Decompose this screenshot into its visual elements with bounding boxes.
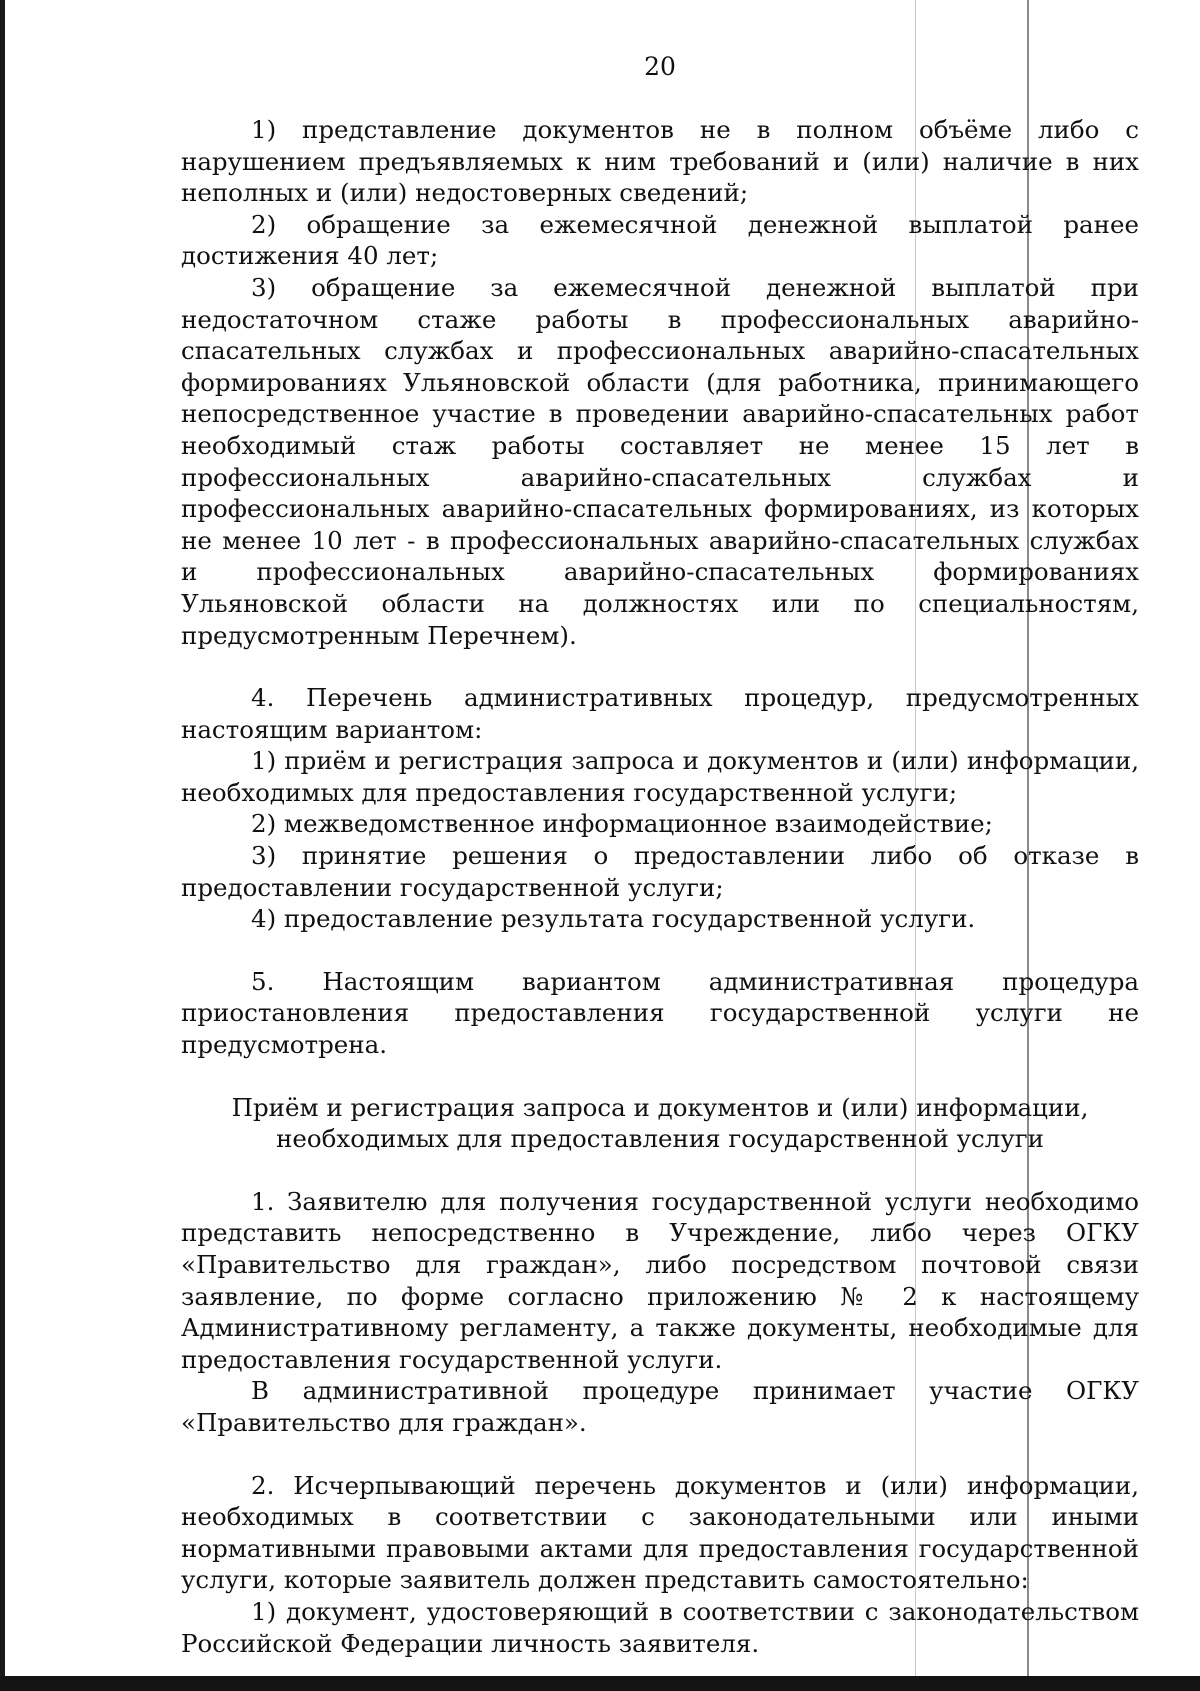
subheading-line-2: необходимых для предоставления государственной услуги xyxy=(276,1124,1044,1154)
point-2-item-1: 1) документ, удостоверяющий в соответствии с законодательством Российской Федерации личность заявителя. xyxy=(181,1596,1139,1658)
paragraph-refusal-reason-1: 1) представление документов не в полном объёме либо с нарушением предъявляемых к ним требований и (или) наличие в них неполных и (или) недостоверных сведений; xyxy=(181,115,1139,208)
spacer xyxy=(181,935,1139,966)
point-1-participant: В административной процедуре принимает участие ОГКУ «Правительство для граждан». xyxy=(181,1376,1139,1437)
section-4-item-4: 4) предоставление результата государственной услуги. xyxy=(251,904,976,934)
point-2-text: 2. Исчерпывающий перечень документов и (или) информации, необходимых в соответствии с законодательными или иными нормативными правовыми актами для предоставления государственной услуги, которые заявитель должен представить самостоятельно: xyxy=(181,1470,1139,1595)
section-4-item-3: 3) принятие решения о предоставлении либо об отказе в предоставлении государственной услуги; xyxy=(181,841,1139,902)
section-5-text: 5. Настоящим вариантом административная процедура приостановления предоставления государственной услуги не предусмотрена. xyxy=(181,966,1139,1060)
spacer xyxy=(181,1155,1139,1186)
subheading-line-1: Приём и регистрация запроса и документов и (или) информации, xyxy=(231,1092,1089,1122)
paragraph-refusal-reason-3: 3) обращение за ежемесячной денежной выплатой при недостаточном стаже работы в профессиональных аварийно-спасательных службах и профессиональных аварийно-спасательных формированиях Ульяновской области (для работника, принимающего непосредственное участие в проведении аварийно-спасательных работ необходимый стаж работы составляет не менее 15 лет в профессиональных аварийно-спасательных службах и профессиональных аварийно-спасательных формированиях, из которых не менее 10 лет - в профессиональных аварийно-спасательных службах и профессиональных аварийно-спасательных формированиях Ульяновской области на должностях или по специальностям, предусмотренным Перечнем). xyxy=(181,272,1139,650)
page-number: 20 xyxy=(644,52,676,81)
scan-bottom-edge xyxy=(0,1676,1200,1691)
spacer xyxy=(181,1061,1139,1092)
scan-left-edge xyxy=(0,0,5,1691)
point-1-text: 1. Заявителю для получения государственной услуги необходимо представить непосредственно в Учреждение, либо через ОГКУ «Правительство для граждан», либо посредством почтовой связи заявление, по форме согласно приложению № 2 к настоящему Административному регламенту, а также документы, необходимые для предоставления государственной услуги. xyxy=(181,1186,1139,1374)
document-body xyxy=(181,114,1139,1659)
spacer xyxy=(181,651,1139,682)
paragraph-refusal-reason-2: 2) обращение за ежемесячной денежной выплатой ранее достижения 40 лет; xyxy=(181,209,1139,271)
section-4-item-1: 1) приём и регистрация запроса и документов и (или) информации, необходимых для предоставления государственной услуги; xyxy=(181,746,1139,807)
section-4-item-2: 2) межведомственное информационное взаимодействие; xyxy=(251,809,993,839)
section-4-title: 4. Перечень административных процедур, предусмотренных настоящим вариантом: xyxy=(181,683,1139,744)
spacer xyxy=(181,1439,1139,1470)
